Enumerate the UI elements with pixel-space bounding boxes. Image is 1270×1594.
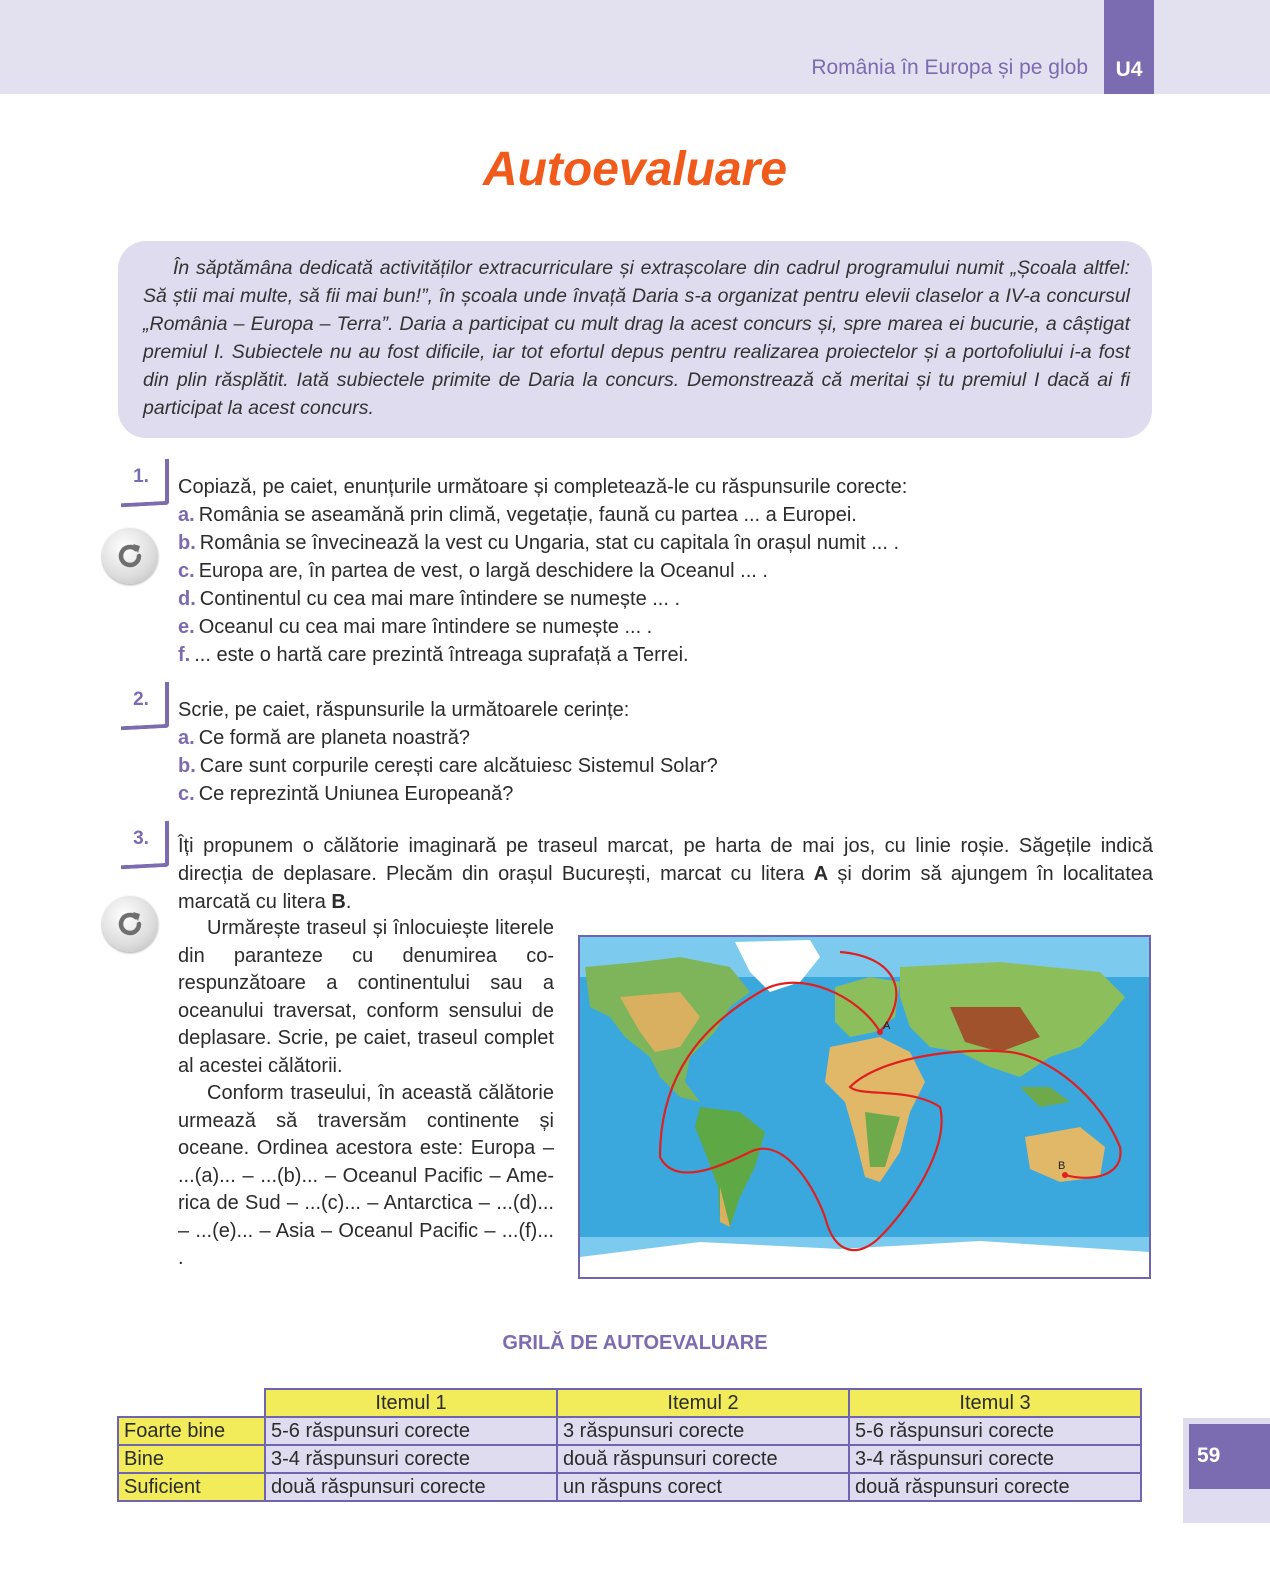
intro-text: În săptămâna dedicată activităților extracurriculare și extrașcolare din cadrul programului numit „Școala altfel: Să știi mai multe, să fii mai bun!”, în școala unde învață Daria s-a organizat pentru elevii claselor a IV-a concursul „România – Europa – Terra”. Daria a participat cu mult drag la acest concurs și, spre marea ei bucurie, a câștigat premiul I. Subiectele nu au fost dificile, iar tot efortul depus pentru realizarea proiectelor și a portofoliului i-a fost din plin răsplătit. Iată subiectele primite de Daria la concurs. Demonstrează că meritai și tu premiul I dacă ai fi participat la acest concurs. [143, 257, 1130, 419]
question-3-text: Îți propunem o călătorie imaginară pe traseul marcat, pe harta de mai jos, cu linie roșie. Săgețile indică direcția de deplasare. Plecăm din orașul București, marcat cu litera A și dorim să ajungem în localitatea marcată cu litera B. [178, 835, 1153, 913]
question-number-1: 1. [121, 459, 169, 508]
list-item: c. Europa are, în partea de vest, o largă deschidere la Oceanul ... . [178, 560, 768, 582]
instruction-paragraph: Urmărește traseul și înlocuiește literele din paranteze cu denumirea corespunzătoare a continentului sau a oceanului traversat, conform sensului de deplasare. Scrie, pe caiet, traseul complet al acestei călătorii. [178, 917, 554, 1077]
instruction-paragraph: Conform traseului, în această călătorie urmează să traversăm continente și oceane. Ordinea acestora este: Europa – ...(a)... – ...(b)... – Oceanul Pacific – America de Sud – ...(c)... – Antarctica – ...(d)... – ...(e)... – Asia – Oceanul Pacific – ...(f)... . [178, 1082, 554, 1269]
intro-box [118, 241, 1152, 438]
list-item: e. Oceanul cu cea mai mare întindere se numește ... . [178, 616, 653, 638]
question-number-2: 2. [121, 682, 169, 731]
map-marker-a: A [883, 1020, 891, 1032]
page-number: 59 [1197, 1444, 1221, 1467]
self-evaluation-table [117, 1388, 1142, 1502]
question-number-3: 3. [121, 821, 169, 870]
table-cell: două răspunsuri corecte [849, 1473, 1141, 1501]
page-title: Autoevaluare [482, 143, 788, 196]
table-row [118, 1417, 1141, 1445]
list-item: c. Ce reprezintă Uniunea Europeană? [178, 783, 514, 805]
world-map-image [578, 935, 1151, 1279]
table-row [118, 1473, 1141, 1501]
question-2-text: Scrie, pe caiet, răspunsurile la următoarele cerințe: [178, 699, 630, 721]
table-cell: un răspuns corect [557, 1473, 849, 1501]
list-item: f. ... este o hartă care prezintă întreaga suprafață a Terrei. [178, 644, 689, 666]
question-2 [178, 696, 718, 808]
table-cell: 3 răspunsuri corecte [557, 1417, 849, 1445]
unit-label: U4 [1115, 58, 1143, 81]
page-number-box [1183, 1418, 1270, 1523]
list-item: b. Care sunt corpurile cerești care alcătuiesc Sistemul Solar? [178, 755, 718, 777]
table-row [118, 1445, 1141, 1473]
row-label: Foarte bine [118, 1417, 265, 1445]
redo-icon [102, 528, 158, 584]
row-label: Suficient [118, 1473, 265, 1501]
question-1 [178, 473, 907, 669]
column-header: Itemul 3 [849, 1389, 1141, 1417]
redo-icon [102, 896, 158, 952]
grid-title: GRILĂ DE AUTOEVALUARE [502, 1332, 768, 1354]
list-item: a. România se aseamănă prin climă, vegetație, faună cu partea ... a Europei. [178, 504, 857, 526]
unit-tab [1104, 0, 1154, 94]
table-cell: două răspunsuri corecte [557, 1445, 849, 1473]
map-marker-b: B [1058, 1160, 1066, 1172]
chapter-title: România în Europa și pe glob [811, 56, 1088, 79]
column-header: Itemul 1 [265, 1389, 557, 1417]
table-cell: 3-4 răspunsuri corecte [265, 1445, 557, 1473]
table-header-row [118, 1389, 1141, 1417]
question-3-instructions [178, 915, 554, 1273]
table-cell: 3-4 răspunsuri corecte [849, 1445, 1141, 1473]
column-header: Itemul 2 [557, 1389, 849, 1417]
table-cell: 5-6 răspunsuri corecte [849, 1417, 1141, 1445]
list-item: a. Ce formă are planeta noastră? [178, 727, 470, 749]
list-item: d. Continentul cu cea mai mare întindere se numește ... . [178, 588, 681, 610]
row-label: Bine [118, 1445, 265, 1473]
list-item: b. România se învecinează la vest cu Ungaria, stat cu capitala în orașul numit ... . [178, 532, 900, 554]
table-cell: două răspunsuri corecte [265, 1473, 557, 1501]
question-1-text: Copiază, pe caiet, enunțurile următoare și completează-le cu răspunsurile corecte: [178, 476, 908, 498]
table-cell: 5-6 răspunsuri corecte [265, 1417, 557, 1445]
